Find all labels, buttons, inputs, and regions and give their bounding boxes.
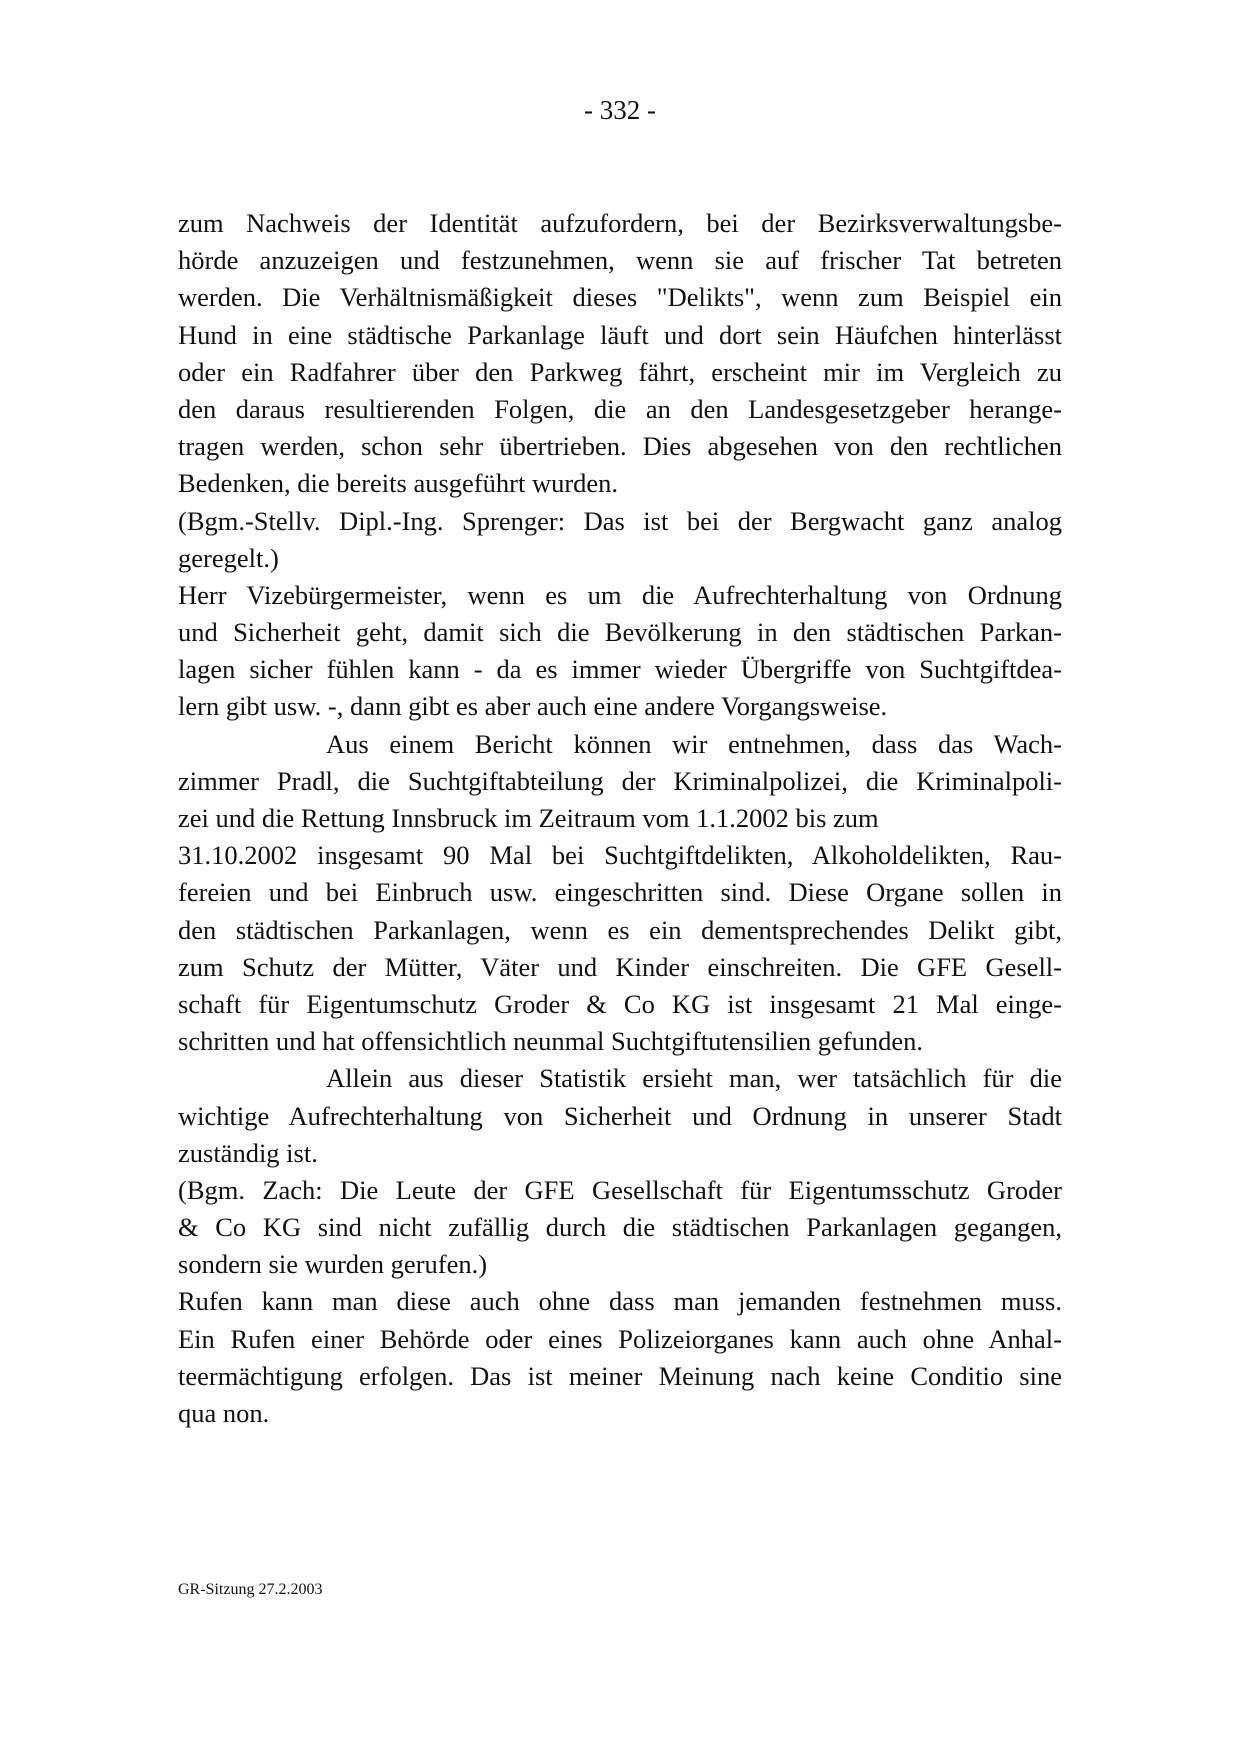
text-line: schaft für Eigentumschutz Groder & Co KG ist insgesamt 21 Mal einge- <box>178 988 1062 1019</box>
text-line: oder ein Radfahrer über den Parkweg fährt, erscheint mir im Vergleich zu <box>178 356 1062 387</box>
text-line: Allein aus dieser Statistik ersieht man, wer tatsächlich für die <box>326 1063 1062 1094</box>
text-line: (Bgm. Zach: Die Leute der GFE Gesellschaft für Eigentumsschutz Groder <box>178 1174 1062 1205</box>
text-line: den daraus resultierenden Folgen, die an den Landesgesetzgeber herange- <box>178 393 1062 424</box>
body-text <box>178 205 1062 1432</box>
text-line: werden. Die Verhältnismäßigkeit dieses "Delikts", wenn zum Beispiel ein <box>178 282 1062 313</box>
text-line: Rufen kann man diese auch ohne dass man jemanden festnehmen muss. <box>178 1286 1062 1317</box>
text-line: Hund in eine städtische Parkanlage läuft und dort sein Häufchen hinterlässt <box>178 319 1062 350</box>
text-line: fereien und bei Einbruch usw. eingeschritten sind. Diese Organe sollen in <box>178 877 1062 908</box>
text-line: & Co KG sind nicht zufällig durch die städtischen Parkanlagen gegangen, <box>178 1212 1062 1243</box>
text-line: und Sicherheit geht, damit sich die Bevölkerung in den städtischen Parkan- <box>178 617 1062 648</box>
text-line: qua non. <box>178 1398 270 1428</box>
text-line: tragen werden, schon sehr übertrieben. Dies abgesehen von den rechtlichen <box>178 431 1062 462</box>
text-line: den städtischen Parkanlagen, wenn es ein dementsprechendes Delikt gibt, <box>178 914 1062 945</box>
text-line: zum Schutz der Mütter, Väter und Kinder einschreiten. Die GFE Gesell- <box>178 951 1062 982</box>
text-line: wichtige Aufrechterhaltung von Sicherheit und Ordnung in unserer Stadt <box>178 1100 1062 1131</box>
text-line: zimmer Pradl, die Suchtgiftabteilung der Kriminalpolizei, die Kriminalpoli- <box>178 765 1062 796</box>
text-line: hörde anzuzeigen und festzunehmen, wenn sie auf frischer Tat betreten <box>178 245 1062 276</box>
footer-session-date: GR-Sitzung 27.2.2003 <box>178 1581 323 1598</box>
text-line: lagen sicher fühlen kann - da es immer wieder Übergriffe von Suchtgiftdea- <box>178 654 1062 685</box>
text-line: lern gibt usw. -, dann gibt es aber auch eine andere Vorgangsweise. <box>178 691 888 722</box>
text-line: zei und die Rettung Innsbruck im Zeitraum vom 1.1.2002 bis zum <box>178 803 879 833</box>
page-number: - 332 - <box>584 95 656 125</box>
text-line: geregelt.) <box>178 542 279 573</box>
text-line: sondern sie wurden gerufen.) <box>178 1249 488 1280</box>
text-line: Herr Vizebürgermeister, wenn es um die Aufrechterhaltung von Ordnung <box>178 579 1062 610</box>
text-line: teermächtigung erfolgen. Das ist meiner Meinung nach keine Conditio sine <box>178 1360 1062 1391</box>
text-line: zuständig ist. <box>178 1137 318 1168</box>
text-line: 31.10.2002 insgesamt 90 Mal bei Suchtgiftdelikten, Alkoholdelikten, Rau- <box>178 840 1062 871</box>
text-line: Bedenken, die bereits ausgeführt wurden. <box>178 468 619 499</box>
text-line: Ein Rufen einer Behörde oder eines Polizeiorganes kann auch ohne Anhal- <box>178 1323 1062 1354</box>
text-line: Aus einem Bericht können wir entnehmen, dass das Wach- <box>326 728 1062 759</box>
text-line: schritten und hat offensichtlich neunmal Suchtgiftutensilien gefunden. <box>178 1026 924 1057</box>
text-line: (Bgm.-Stellv. Dipl.-Ing. Sprenger: Das ist bei der Bergwacht ganz analog <box>178 505 1062 536</box>
text-line: zum Nachweis der Identität aufzufordern, bei der Bezirksverwaltungsbe- <box>178 208 1062 238</box>
